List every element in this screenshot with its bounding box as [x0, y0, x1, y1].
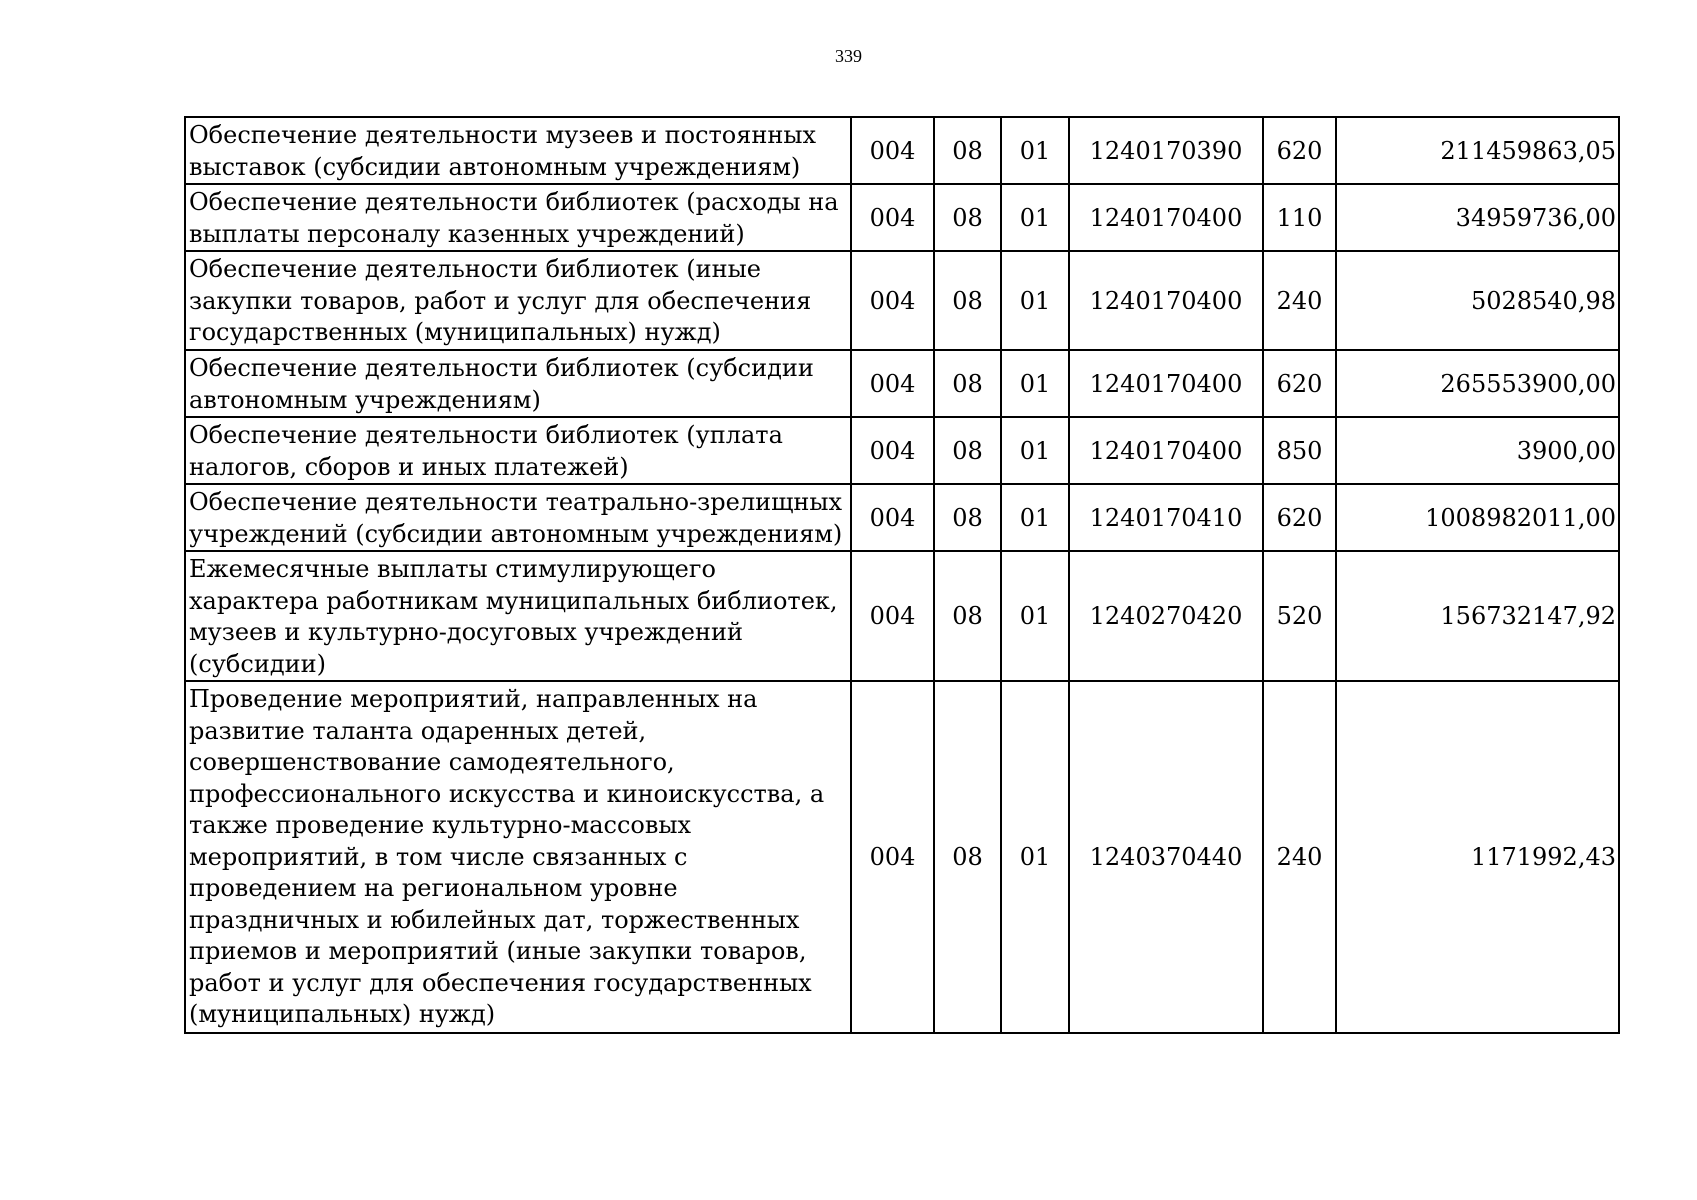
section-code: 08 — [934, 184, 1001, 251]
expense-type-code: 620 — [1263, 350, 1336, 417]
section-code: 08 — [934, 551, 1001, 681]
amount: 156732147,92 — [1336, 551, 1619, 681]
expense-type-code: 520 — [1263, 551, 1336, 681]
target-article-code: 1240170400 — [1069, 184, 1263, 251]
ministry-code: 004 — [851, 551, 934, 681]
amount: 34959736,00 — [1336, 184, 1619, 251]
target-article-code: 1240370440 — [1069, 681, 1263, 1033]
row-description: Обеспечение деятельности театрально-зрелищных учреждений (субсидии автономным учреждениям) — [185, 484, 851, 551]
table-row — [185, 417, 1619, 484]
amount: 1171992,43 — [1336, 681, 1619, 1033]
subsection-code: 01 — [1001, 551, 1069, 681]
subsection-code: 01 — [1001, 484, 1069, 551]
subsection-code: 01 — [1001, 417, 1069, 484]
target-article-code: 1240170390 — [1069, 117, 1263, 184]
section-code: 08 — [934, 484, 1001, 551]
row-description: Обеспечение деятельности библиотек (расходы на выплаты персоналу казенных учреждений) — [185, 184, 851, 251]
ministry-code: 004 — [851, 117, 934, 184]
section-code: 08 — [934, 117, 1001, 184]
ministry-code: 004 — [851, 350, 934, 417]
subsection-code: 01 — [1001, 350, 1069, 417]
expense-type-code: 240 — [1263, 251, 1336, 350]
ministry-code: 004 — [851, 251, 934, 350]
section-code: 08 — [934, 681, 1001, 1033]
expense-type-code: 110 — [1263, 184, 1336, 251]
subsection-code: 01 — [1001, 117, 1069, 184]
amount: 5028540,98 — [1336, 251, 1619, 350]
table-row — [185, 251, 1619, 350]
amount: 3900,00 — [1336, 417, 1619, 484]
target-article-code: 1240170400 — [1069, 350, 1263, 417]
expense-type-code: 240 — [1263, 681, 1336, 1033]
row-description: Обеспечение деятельности музеев и постоянных выставок (субсидии автономным учреждениям) — [185, 117, 851, 184]
section-code: 08 — [934, 417, 1001, 484]
target-article-code: 1240270420 — [1069, 551, 1263, 681]
subsection-code: 01 — [1001, 184, 1069, 251]
section-code: 08 — [934, 251, 1001, 350]
ministry-code: 004 — [851, 681, 934, 1033]
target-article-code: 1240170410 — [1069, 484, 1263, 551]
table-row — [185, 350, 1619, 417]
table-row — [185, 117, 1619, 184]
row-description: Проведение мероприятий, направленных на развитие таланта одаренных детей, совершенствование самодеятельного, профессионального искусства и киноискусства, а также проведение культурно-массовых мероприятий, в том числе связанных с проведением на региональном уровне праздничных и юбилейных дат, торжественных приемов и мероприятий (иные закупки товаров, работ и услуг для обеспечения государственных (муниципальных) нужд) — [185, 681, 851, 1033]
expense-type-code: 620 — [1263, 484, 1336, 551]
section-code: 08 — [934, 350, 1001, 417]
subsection-code: 01 — [1001, 681, 1069, 1033]
expense-type-code: 850 — [1263, 417, 1336, 484]
ministry-code: 004 — [851, 484, 934, 551]
table-row — [185, 681, 1619, 1033]
amount: 211459863,05 — [1336, 117, 1619, 184]
ministry-code: 004 — [851, 184, 934, 251]
table-row — [185, 484, 1619, 551]
row-description: Ежемесячные выплаты стимулирующего характера работникам муниципальных библиотек, музеев и культурно-досуговых учреждений (субсидии) — [185, 551, 851, 681]
row-description: Обеспечение деятельности библиотек (уплата налогов, сборов и иных платежей) — [185, 417, 851, 484]
table-row — [185, 184, 1619, 251]
target-article-code: 1240170400 — [1069, 417, 1263, 484]
row-description: Обеспечение деятельности библиотек (субсидии автономным учреждениям) — [185, 350, 851, 417]
ministry-code: 004 — [851, 417, 934, 484]
budget-table — [184, 116, 1620, 1034]
target-article-code: 1240170400 — [1069, 251, 1263, 350]
row-description: Обеспечение деятельности библиотек (иные закупки товаров, работ и услуг для обеспечения государственных (муниципальных) нужд) — [185, 251, 851, 350]
page-number: 339 — [835, 46, 862, 66]
amount: 1008982011,00 — [1336, 484, 1619, 551]
expense-type-code: 620 — [1263, 117, 1336, 184]
subsection-code: 01 — [1001, 251, 1069, 350]
table-row — [185, 551, 1619, 681]
amount: 265553900,00 — [1336, 350, 1619, 417]
